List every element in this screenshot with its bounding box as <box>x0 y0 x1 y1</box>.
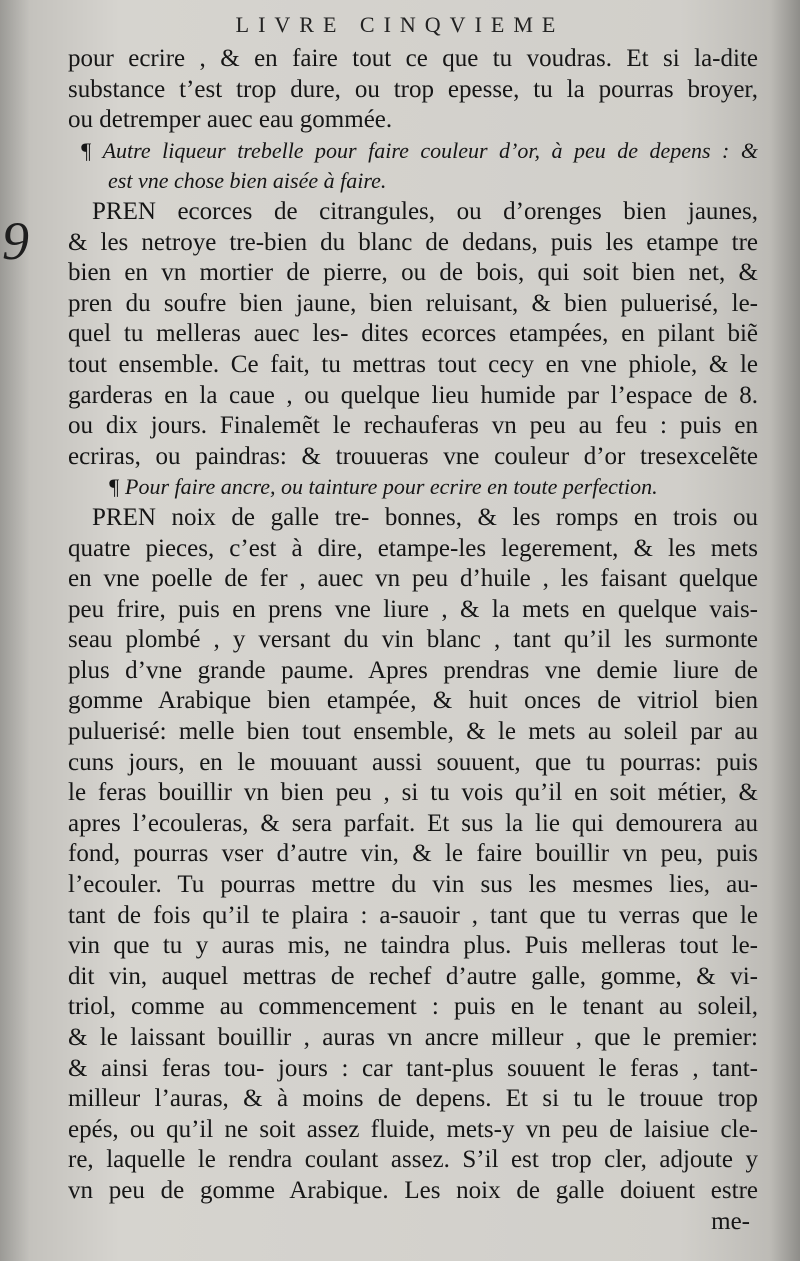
text-line: tant de fois qu’il te plaira : a-sauoir , tant que tu verras que le <box>68 901 758 929</box>
text-line: tout ensemble. Ce fait, tu mettras tout cecy en vne phiole, & le <box>68 350 758 378</box>
text-line: triol, comme au commencement : puis en le tenant au soleil, <box>68 993 758 1021</box>
text-line: PREN ecorces de citrangules, ou d’orenges bien jaunes, <box>92 197 758 225</box>
text-line: PREN noix de galle tre- bonnes, & les romps en trois ou <box>92 503 758 531</box>
text-line: ou dix jours. Finalemẽt le rechauferas vn peu au feu : puis en <box>68 412 758 440</box>
text-line: bien en vn mortier de pierre, ou de bois, qui soit bien net, & <box>68 259 758 287</box>
text-line: le feras bouillir vn bien peu , si tu vois qu’il en soit métier, & <box>68 779 758 807</box>
running-header: LIVRE CINQVIEME <box>235 12 565 37</box>
text-line: gomme Arabique bien etampée, & huit onces de vitriol bien <box>68 687 758 715</box>
text-line: substance t’est trop dure, ou trop epesse, tu la pourras broyer, <box>68 75 758 103</box>
text-line: ecriras, ou paindras: & trouueras vne couleur d’or tresexcelẽte <box>68 442 758 470</box>
text-line: ou detremper auec eau gommée. <box>68 106 393 134</box>
text-line: & ainsi feras tou- jours : car tant-plus souuent le feras , tant- <box>68 1054 758 1082</box>
recipe-heading: ¶ Pour faire ancre, ou tainture pour ecrire en toute perfection. <box>108 474 658 500</box>
recipe-heading: est vne chose bien aisée à faire. <box>108 168 387 194</box>
text-line: milleur l’auras, & à moins de depens. Et si tu le trouue trop <box>68 1085 758 1113</box>
text-line: apres l’ecouleras, & sera parfait. Et sus la lie qui demourera au <box>68 809 758 837</box>
text-line: fond, pourras vser d’autre vin, & le faire bouillir vn peu, puis <box>68 840 758 868</box>
text-line: & les netroye tre-bien du blanc de dedans, puis les etampe tre <box>68 228 758 256</box>
text-line: dit vin, auquel mettras de rechef d’autre galle, gomme, & vi- <box>68 962 758 990</box>
text-line: garderas en la caue , ou quelque lieu humide par l’espace de 8. <box>68 381 758 409</box>
text-line: quel tu melleras auec les- dites ecorces etampées, en pilant biẽ <box>68 320 758 348</box>
text-line: & le laissant bouillir , auras vn ancre milleur , que le premier: <box>68 1024 758 1051</box>
text-line: en vne poelle de fer , auec vn peu d’huile , les faisant quelque <box>68 565 758 593</box>
catchword: me- <box>711 1207 750 1235</box>
text-line: cuns jours, en le mouuant aussi souuent, que tu pourras: puis <box>68 748 758 776</box>
text-line: seau plombé , y versant du vin blanc , tant qu’il les surmonte <box>68 626 758 654</box>
text-line: re, laquelle le rendra coulant assez. S’il est trop cler, adjoute y <box>68 1146 758 1174</box>
text-line: quatre pieces, c’est à dire, etampe-les legerement, & les mets <box>68 534 758 562</box>
text-line: peu frire, puis en prens vne liure , & la mets en quelque vais- <box>68 595 758 623</box>
page-body <box>68 44 758 1237</box>
recipe-heading: ¶ Autre liqueur trebelle pour faire couleur d’or, à peu de depens : & <box>80 137 758 163</box>
text-line: epés, ou qu’il ne soit assez fluide, mets-y vn peu de laisiue cle- <box>68 1115 758 1143</box>
text-line: pren du soufre bien jaune, bien reluisant, & bien puluerisé, le- <box>68 289 758 317</box>
text-line: vin que tu y auras mis, ne taindra plus. Puis melleras tout le- <box>68 932 758 960</box>
text-line: pour ecrire , & en faire tout ce que tu voudras. Et si la-dite <box>68 45 758 72</box>
text-line: l’ecouler. Tu pourras mettre du vin sus les mesmes lies, au- <box>68 871 758 899</box>
text-line: puluerisé: melle bien tout ensemble, & le mets au soleil par au <box>68 718 758 746</box>
margin-annotation: 9 <box>2 211 29 271</box>
text-line: plus d’vne grande paume. Apres prendras vne demie liure de <box>68 656 758 684</box>
text-line: vn peu de gomme Arabique. Les noix de galle doiuent estre <box>68 1176 758 1204</box>
